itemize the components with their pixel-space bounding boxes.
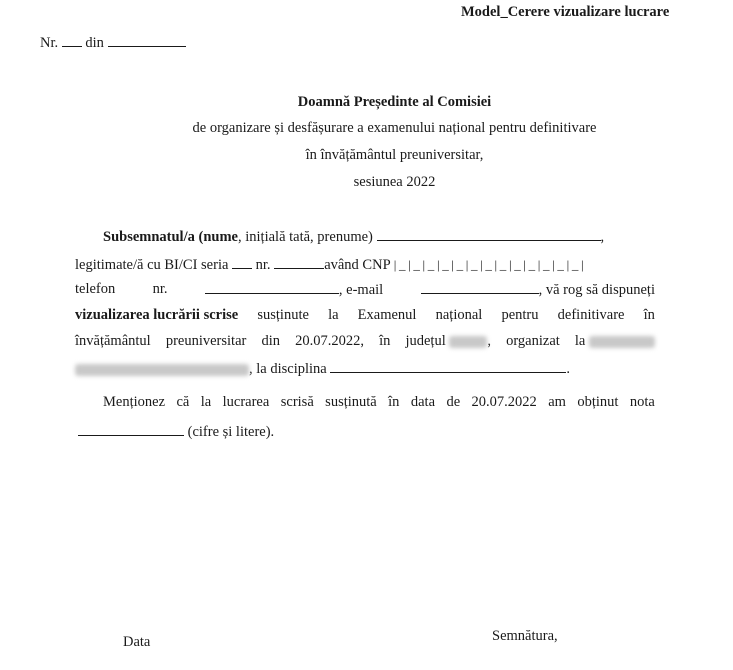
word: din [261, 333, 280, 349]
va-rog-label: , vă rog să dispuneți [538, 282, 655, 298]
avand-cnp-label: având CNP [324, 257, 391, 273]
email-blank [421, 281, 539, 294]
word: scrisă [280, 394, 314, 410]
nr-label: nr. [255, 257, 271, 273]
phone-blank [205, 281, 339, 294]
word: obținut [577, 394, 619, 410]
session-line: sesiunea 2022 [353, 174, 436, 190]
redacted-organizer [589, 336, 655, 348]
series-blank [232, 256, 252, 269]
p1-line-2 [75, 256, 583, 274]
registration-number [40, 34, 186, 52]
nume-label: (nume [198, 229, 238, 245]
redacted-organizer-cont [75, 364, 249, 376]
word: pentru [501, 307, 539, 323]
word: de [446, 394, 461, 410]
word: la [328, 307, 339, 323]
word: susținută [325, 394, 377, 410]
word: Menționez [103, 394, 166, 410]
word: preuniversitar [165, 333, 247, 349]
date-blank [108, 34, 186, 47]
p1-line-3 [75, 281, 655, 299]
p2-line-1 [103, 394, 655, 411]
email-label: , e-mail [338, 282, 384, 298]
word: 20.07.2022, [295, 333, 364, 349]
commission-line-2: în învățământul preuniversitar, [305, 147, 484, 163]
word: data [410, 394, 436, 410]
la-disciplina-label: , la disciplina [249, 361, 327, 377]
discipline-blank [330, 360, 566, 373]
word: definitivare [557, 307, 625, 323]
id-number-blank [274, 256, 324, 269]
cifre-label: (cifre și litere). [187, 424, 275, 440]
legitimate-label: legitimate/ă cu BI/CI seria [75, 257, 229, 273]
addressee-title: Doamnă Președinte al Comisiei [297, 94, 492, 110]
p1-line-1 [103, 228, 604, 246]
p1-line-4 [75, 307, 655, 324]
word: că [176, 394, 190, 410]
word: învățământul [75, 333, 151, 349]
commission-line-1: de organizare și desfășurare a examenului național pentru definitivare [192, 120, 597, 136]
judetul-label: județul [405, 333, 446, 349]
comma: , [600, 229, 605, 245]
period: . [566, 361, 570, 377]
cnp-box: | _ | _ | _ | _ | _ | _ | _ | _ | _ | _ | _ | _ | _ | [393, 257, 584, 272]
word: în [379, 333, 391, 349]
word: în [388, 394, 400, 410]
word: 20.07.2022 [471, 394, 537, 410]
p2-line-2 [78, 423, 274, 441]
telefon-label: telefon [75, 281, 116, 297]
word: național [435, 307, 483, 323]
tel-nr-label: nr. [152, 281, 168, 297]
name-blank [377, 228, 601, 241]
word: la [200, 394, 212, 410]
semnatura-label: Semnătura, [492, 628, 558, 644]
nume-rest: , inițială tată, prenume) [237, 229, 373, 245]
word: am [548, 394, 566, 410]
model-label: Model_Cerere vizualizare lucrare [461, 4, 670, 20]
p1-line-6 [75, 360, 570, 378]
subsemnatul-label: Subsemnatul/a [103, 229, 195, 245]
nr-prefix: Nr. [40, 35, 59, 51]
redacted-county [449, 336, 487, 348]
word: organizat [506, 333, 560, 349]
nr-blank [62, 34, 82, 47]
word: în [643, 307, 655, 323]
word: lucrarea [222, 394, 270, 410]
word: Examenul [357, 307, 417, 323]
vizualizarea-label: vizualizarea lucrării scrise [75, 307, 239, 323]
word: la [574, 333, 586, 349]
grade-blank [78, 423, 184, 436]
din-label: din [85, 35, 104, 51]
word: nota [629, 394, 655, 410]
word: susținute [257, 307, 309, 323]
data-label: Data [123, 634, 151, 650]
comma: , [487, 333, 491, 349]
p1-line-5 [75, 333, 655, 350]
